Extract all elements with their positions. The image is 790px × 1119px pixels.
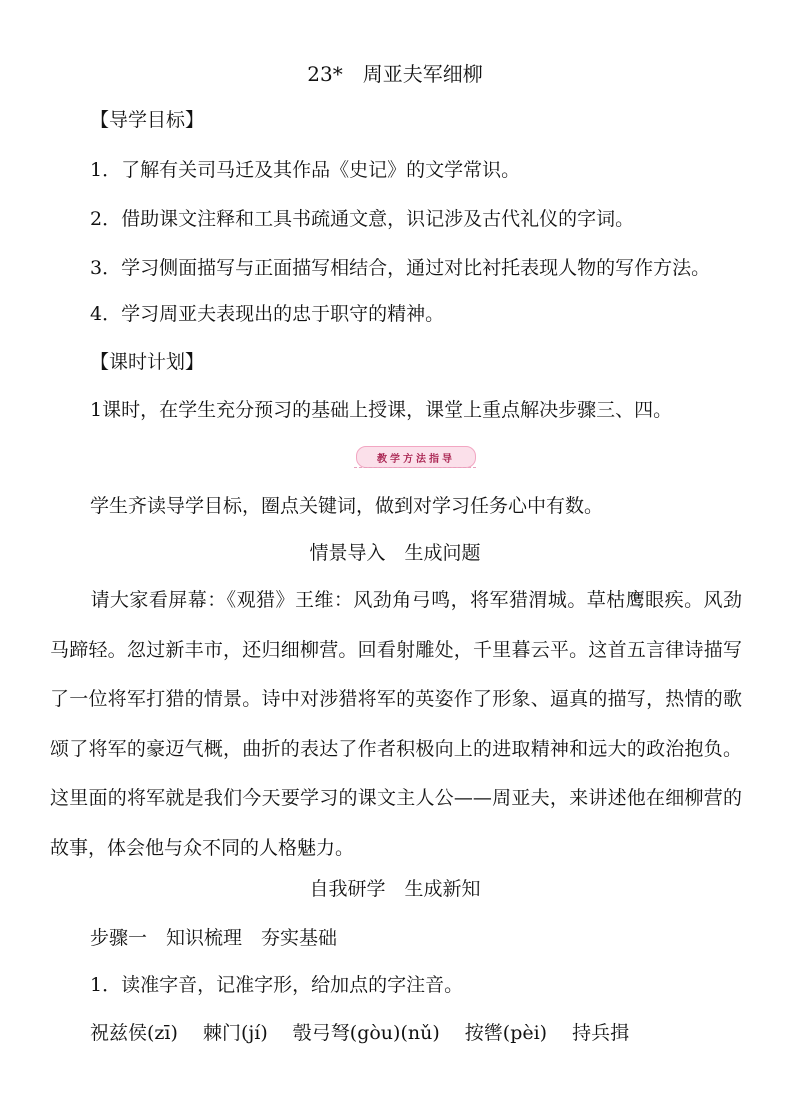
goal-item: 2．借助课文注释和工具书疏通文意，识记涉及古代礼仪的字词。	[90, 208, 635, 230]
step-item: 1．读准字音，记准字形，给加点的字注音。	[90, 974, 464, 996]
goal-item: 1．了解有关司马迁及其作品《史记》的文学常识。	[90, 159, 521, 181]
goals-heading: 【导学目标】	[90, 109, 205, 131]
page-title: 23* 周亚夫军细柳	[307, 62, 483, 86]
step-heading: 步骤一 知识梳理 夯实基础	[90, 927, 338, 949]
goal-item: 3．学习侧面描写与正面描写相结合，通过对比衬托表现人物的写作方法。	[90, 257, 711, 279]
method-text: 学生齐读导学目标，圈点关键词，做到对学习任务心中有数。	[90, 495, 604, 517]
banner-divider	[354, 467, 476, 468]
method-banner-label: 教学方法指导	[377, 453, 455, 465]
section-heading: 自我研学 生成新知	[309, 878, 481, 900]
section-heading: 情景导入 生成问题	[309, 542, 481, 564]
plan-text: 1课时，在学生充分预习的基础上授课，课堂上重点解决步骤三、四。	[90, 399, 673, 421]
vocab-line: 祝兹侯(zī) 棘门(jí) 彀弓弩(gòu)(nǔ) 按辔(pèi) 持兵揖	[90, 1022, 630, 1044]
goal-item: 4．学习周亚夫表现出的忠于职守的精神。	[90, 303, 445, 325]
method-banner	[356, 446, 476, 468]
plan-heading: 【课时计划】	[90, 351, 205, 373]
intro-paragraph-text: 请大家看屏幕：《观猎》王维：风劲角弓鸣，将军猎渭城。草枯鹰眼疾。风劲马蹄轻。忽过新丰市，还归细柳营。回看射雕处，千里暮云平。这首五言律诗描写了一位将军打猎的情景。诗中对涉猎将军的英姿作了形象、逼真的描写，热情的歌颂了将军的豪迈气概，曲折的表达了作者积极向上的进取精神和远大的政治抱负。这里面的将军就是我们今天要学习的课文主人公——周亚夫，来讲述他在细柳营的故事，体会他与众不同的人格魅力。	[50, 589, 742, 859]
intro-paragraph	[50, 576, 742, 874]
